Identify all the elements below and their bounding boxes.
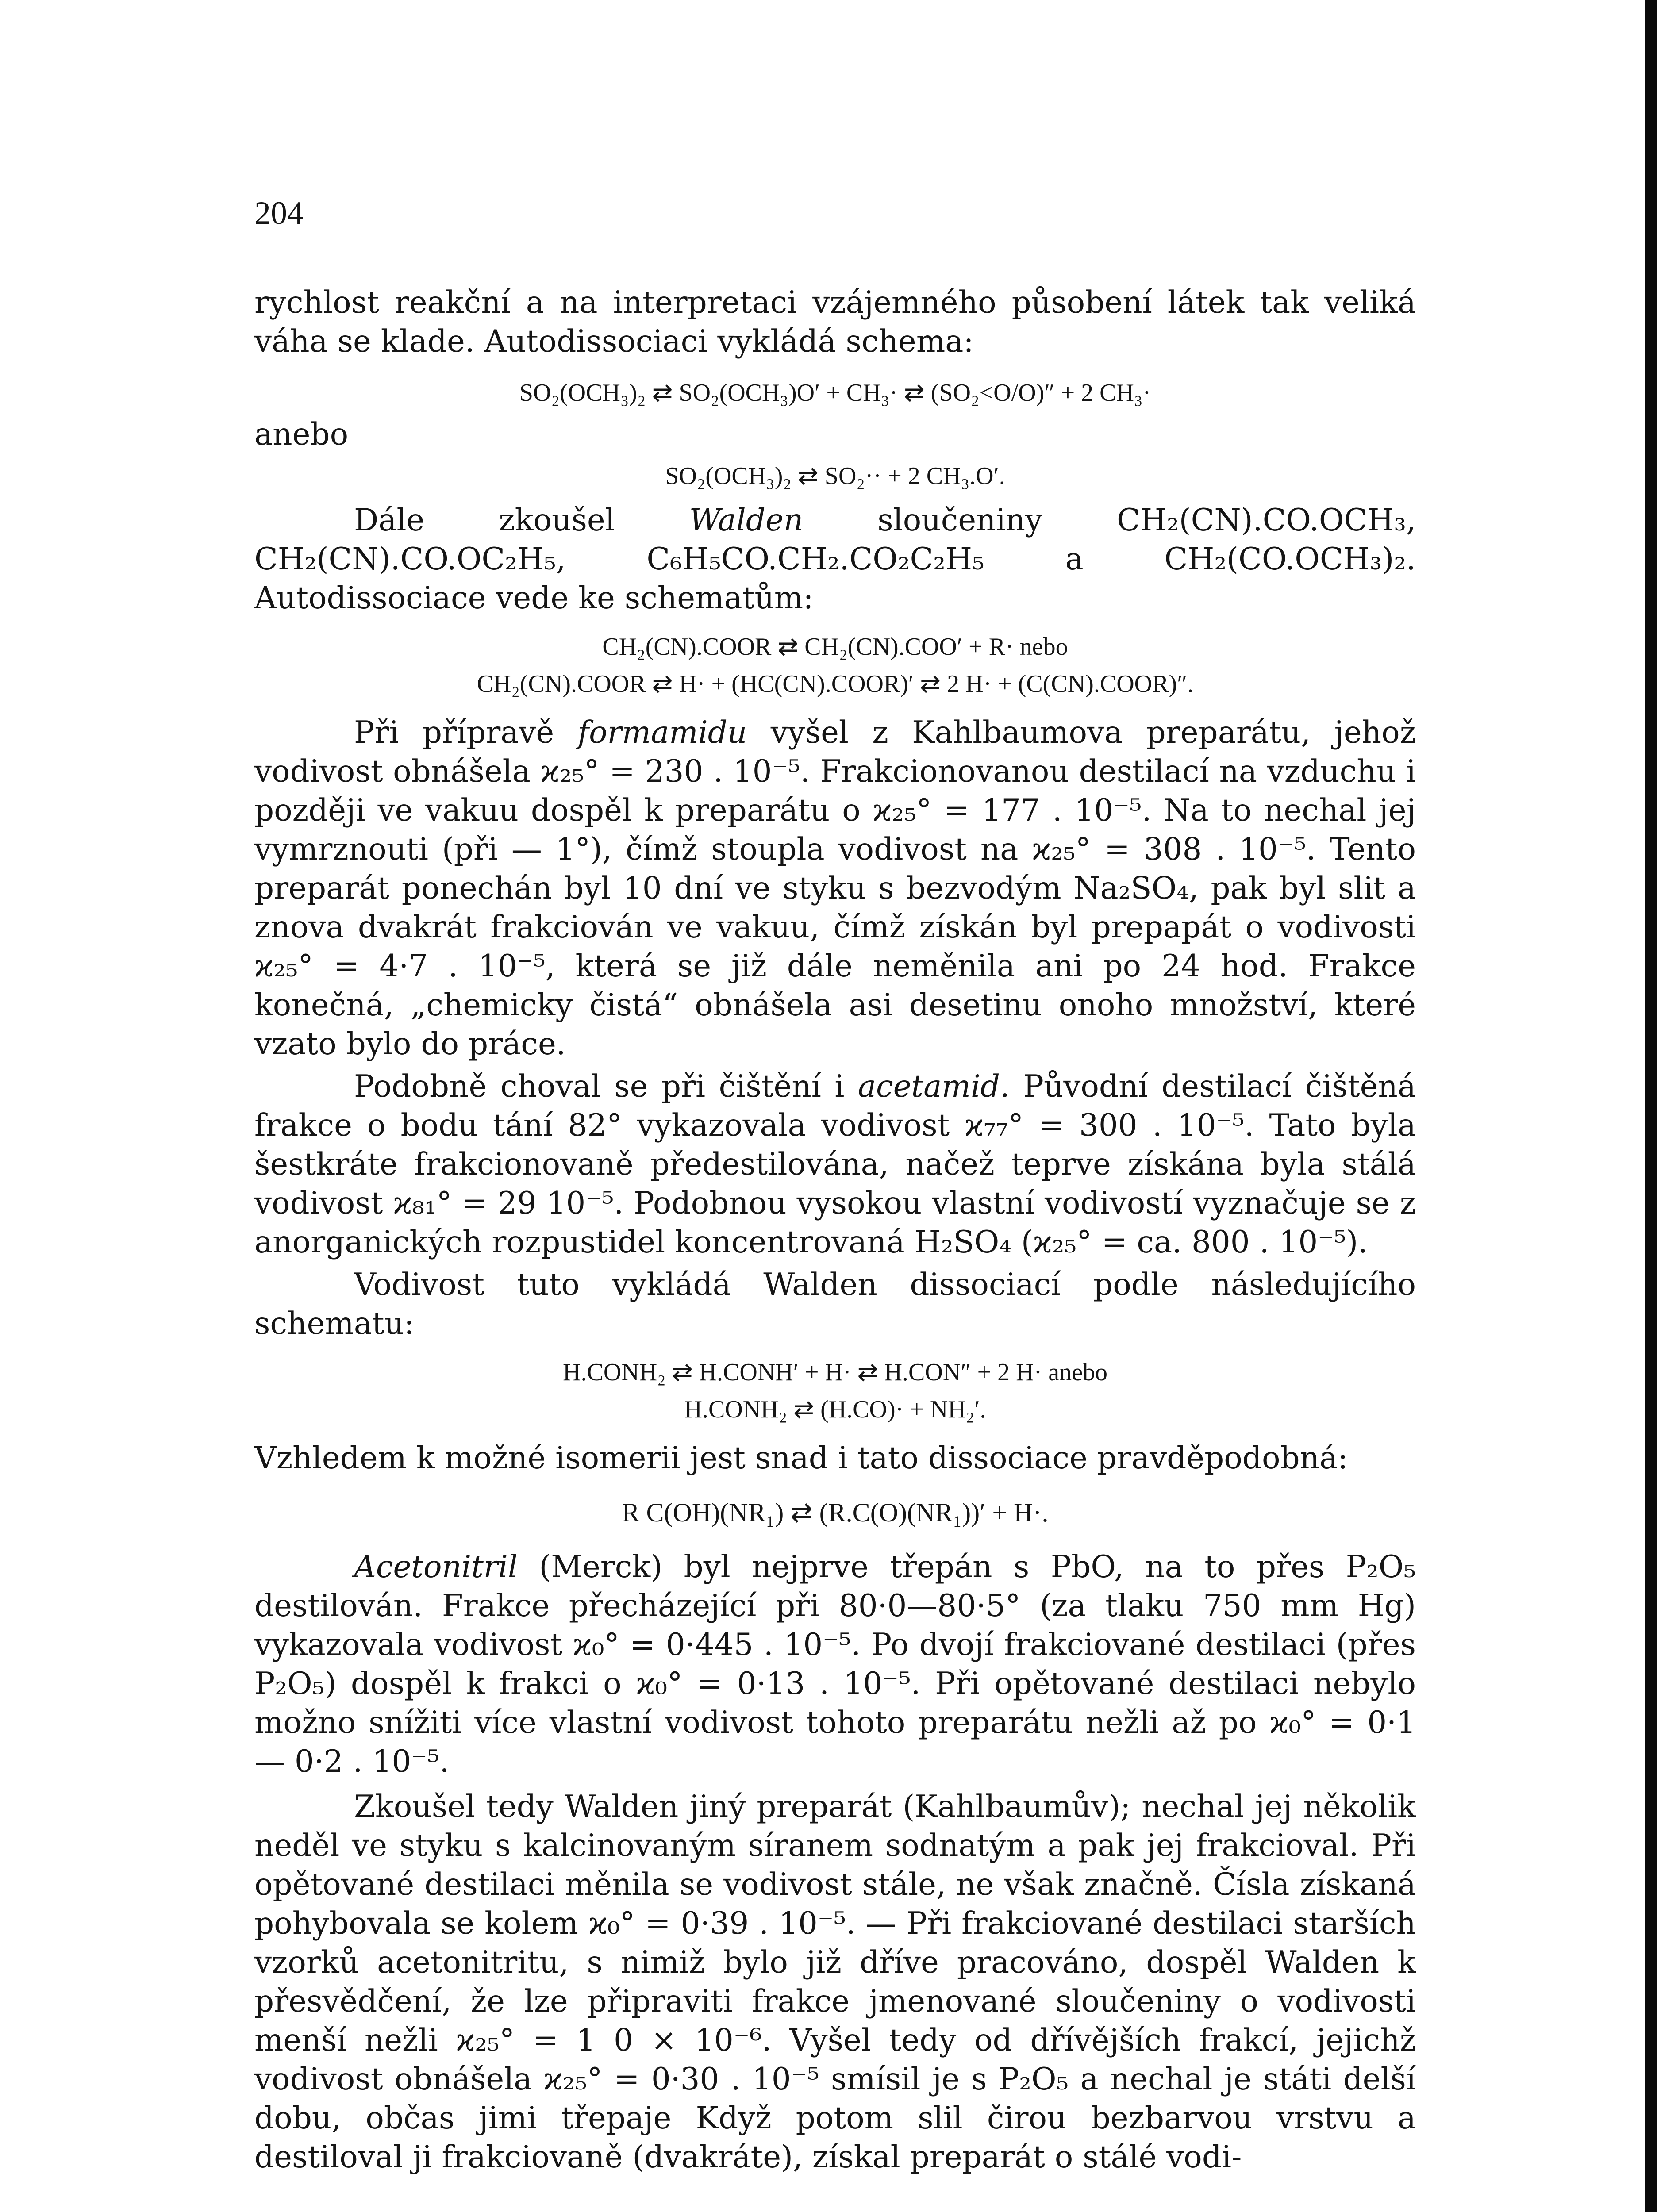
formamid-term: formamidu: [577, 715, 747, 750]
equation-2: SO₂(OCH₃)₂ ⇄ SO₂·· + 2 CH₃.O′.: [665, 462, 1005, 490]
equation-7: R C(OH)(NR₁) ⇄ (R.C(O)(NR₁))′ + H·.: [622, 1498, 1049, 1527]
equation-5: H.CONH₂ ⇄ H.CONH′ + H· ⇄ H.CON″ + 2 H· anebo: [563, 1359, 1107, 1386]
p2-post: sloučeniny CH₂(CN).CO.OCH₃, CH₂(CN).CO.OC₂H₅, C₆H₅CO.CH₂.CO₂C₂H₅ a CH₂(CO.OCH₃)₂. Autodissociace vede ke schematům:: [254, 503, 1416, 616]
p3-pre: Při přípravě: [354, 715, 578, 750]
acetamid-term: acetamid: [857, 1069, 1000, 1104]
p4-pre: Podobně choval se při čištění i: [354, 1069, 858, 1104]
equation-1: SO₂(OCH₃)₂ ⇄ SO₂(OCH₃)O′ + CH₃· ⇄ (SO₂<O/O)″ + 2 CH₃·: [519, 379, 1151, 407]
paragraph-7: [254, 1548, 1416, 1781]
paragraph-2: [254, 501, 1416, 618]
equation-6: H.CONH₂ ⇄ (H.CO)· + NH₂′.: [684, 1396, 986, 1423]
p7-post: (Merck) byl nejprve třepán s PbO, na to přes P₂O₅ destilován. Frakce přecházející při 80·0—80·5° (za tlaku 750 mm Hg) vykazovala vodivost ϰ₀° = 0·445 . 10⁻⁵. Po dvojí frakciované destilaci (přes P₂O₅) dospěl k frakci o ϰ₀° = 0·13 . 10⁻⁵. Při opětované destilaci nebylo možno snížiti více vlastní vodivost tohoto preparátu nežli až po ϰ₀° = 0·1 — 0·2 . 10⁻⁵.: [254, 1549, 1416, 1779]
page-number: 204: [254, 195, 304, 231]
acetonitril-term: Acetonitril: [354, 1549, 518, 1585]
paragraph-5: Vodivost tuto vykládá Walden dissociací podle následujícího schematu:: [254, 1267, 1416, 1341]
p4-post: . Původní destilací čištěná frakce o bodu tání 82° vykazovala vodivost ϰ₇₇° = 300 . 10⁻⁵. Tato byla šestkráte frakcionovaně předestilována, načež teprve získána byla stálá vodivost ϰ₈₁° = 29 10⁻⁵. Podobnou vysokou vlastní vodivostí vyznačuje se z anorganických rozpustidel koncentrovaná H₂SO₄ (ϰ₂₅° = ca. 800 . 10⁻⁵).: [254, 1069, 1416, 1260]
p3-post: vyšel z Kahlbaumova preparátu, jehož vodivost obnášela ϰ₂₅° = 230 . 10⁻⁵. Frakcionovanou destilací na vzduchu i později ve vakuu dospěl k preparátu o ϰ₂₅° = 177 . 10⁻⁵. Na to nechal jej vymrznouti (při — 1°), čímž stoupla vodivost na ϰ₂₅° = 308 . 10⁻⁵. Tento preparát ponechán byl 10 dní ve styku s bezvodým Na₂SO₄, pak byl slit a znova dvakrát frakciován ve vakuu, čímž získán byl prepapát o vodivosti ϰ₂₅° = 4·7 . 10⁻⁵, která se již dále neměnila ani po 24 hod. Frakce konečná, „chemicky čistá“ obnášela asi desetinu onoho množství, které vzato bylo do práce.: [254, 715, 1416, 1062]
paragraph-6: Vzhledem k možné isomerii jest snad i tato dissociace pravděpodobná:: [254, 1440, 1348, 1476]
paragraph-8: Zkoušel tedy Walden jiný preparát (Kahlbaumův); nechal jej několik neděl ve styku s kalcinovaným síranem sodnatým a pak jej frakcioval. Při opětované destilaci měnila se vodivost stále, ne však značně. Čísla získaná pohybovala se kolem ϰ₀° = 0·39 . 10⁻⁵. — Při frakciované destilaci starších vzorků acetonitritu, s nimiž bylo již dříve pracováno, dospěl Walden k přesvědčení, že lze připraviti frakce jmenované sloučeniny o vodivosti menší nežli ϰ₂₅° = 1 0 × 10⁻⁶. Vyšel tedy od dřívějších frakcí, jejichž vodivost obnášela ϰ₂₅° = 0·30 . 10⁻⁵ smísil je s P₂O₅ a nechal je státi delší dobu, občas jimi třepaje Když potom slil čirou bezbarvou vrstvu a destiloval ji frakciovaně (dvakráte), získal preparát o stálé vodi-: [254, 1789, 1416, 2175]
scan-edge: [1645, 0, 1657, 2212]
equation-3: CH₂(CN).COOR ⇄ CH₂(CN).COO′ + R· nebo: [602, 633, 1068, 661]
page-body: [254, 283, 1416, 2177]
walden-name: Walden: [689, 503, 804, 538]
anebo-label: anebo: [254, 417, 349, 452]
paragraph-4: [254, 1067, 1416, 1262]
paragraph-1: rychlost reakční a na interpretaci vzájemného působení látek tak veliká váha se klade. Autodissociaci vykládá schema:: [254, 285, 1416, 359]
p2-pre: Dále zkoušel: [354, 503, 689, 538]
paragraph-3: [254, 713, 1416, 1064]
equation-4: CH₂(CN).COOR ⇄ H· + (HC(CN).COOR)′ ⇄ 2 H· + (C(CN).COOR)″.: [477, 670, 1194, 698]
